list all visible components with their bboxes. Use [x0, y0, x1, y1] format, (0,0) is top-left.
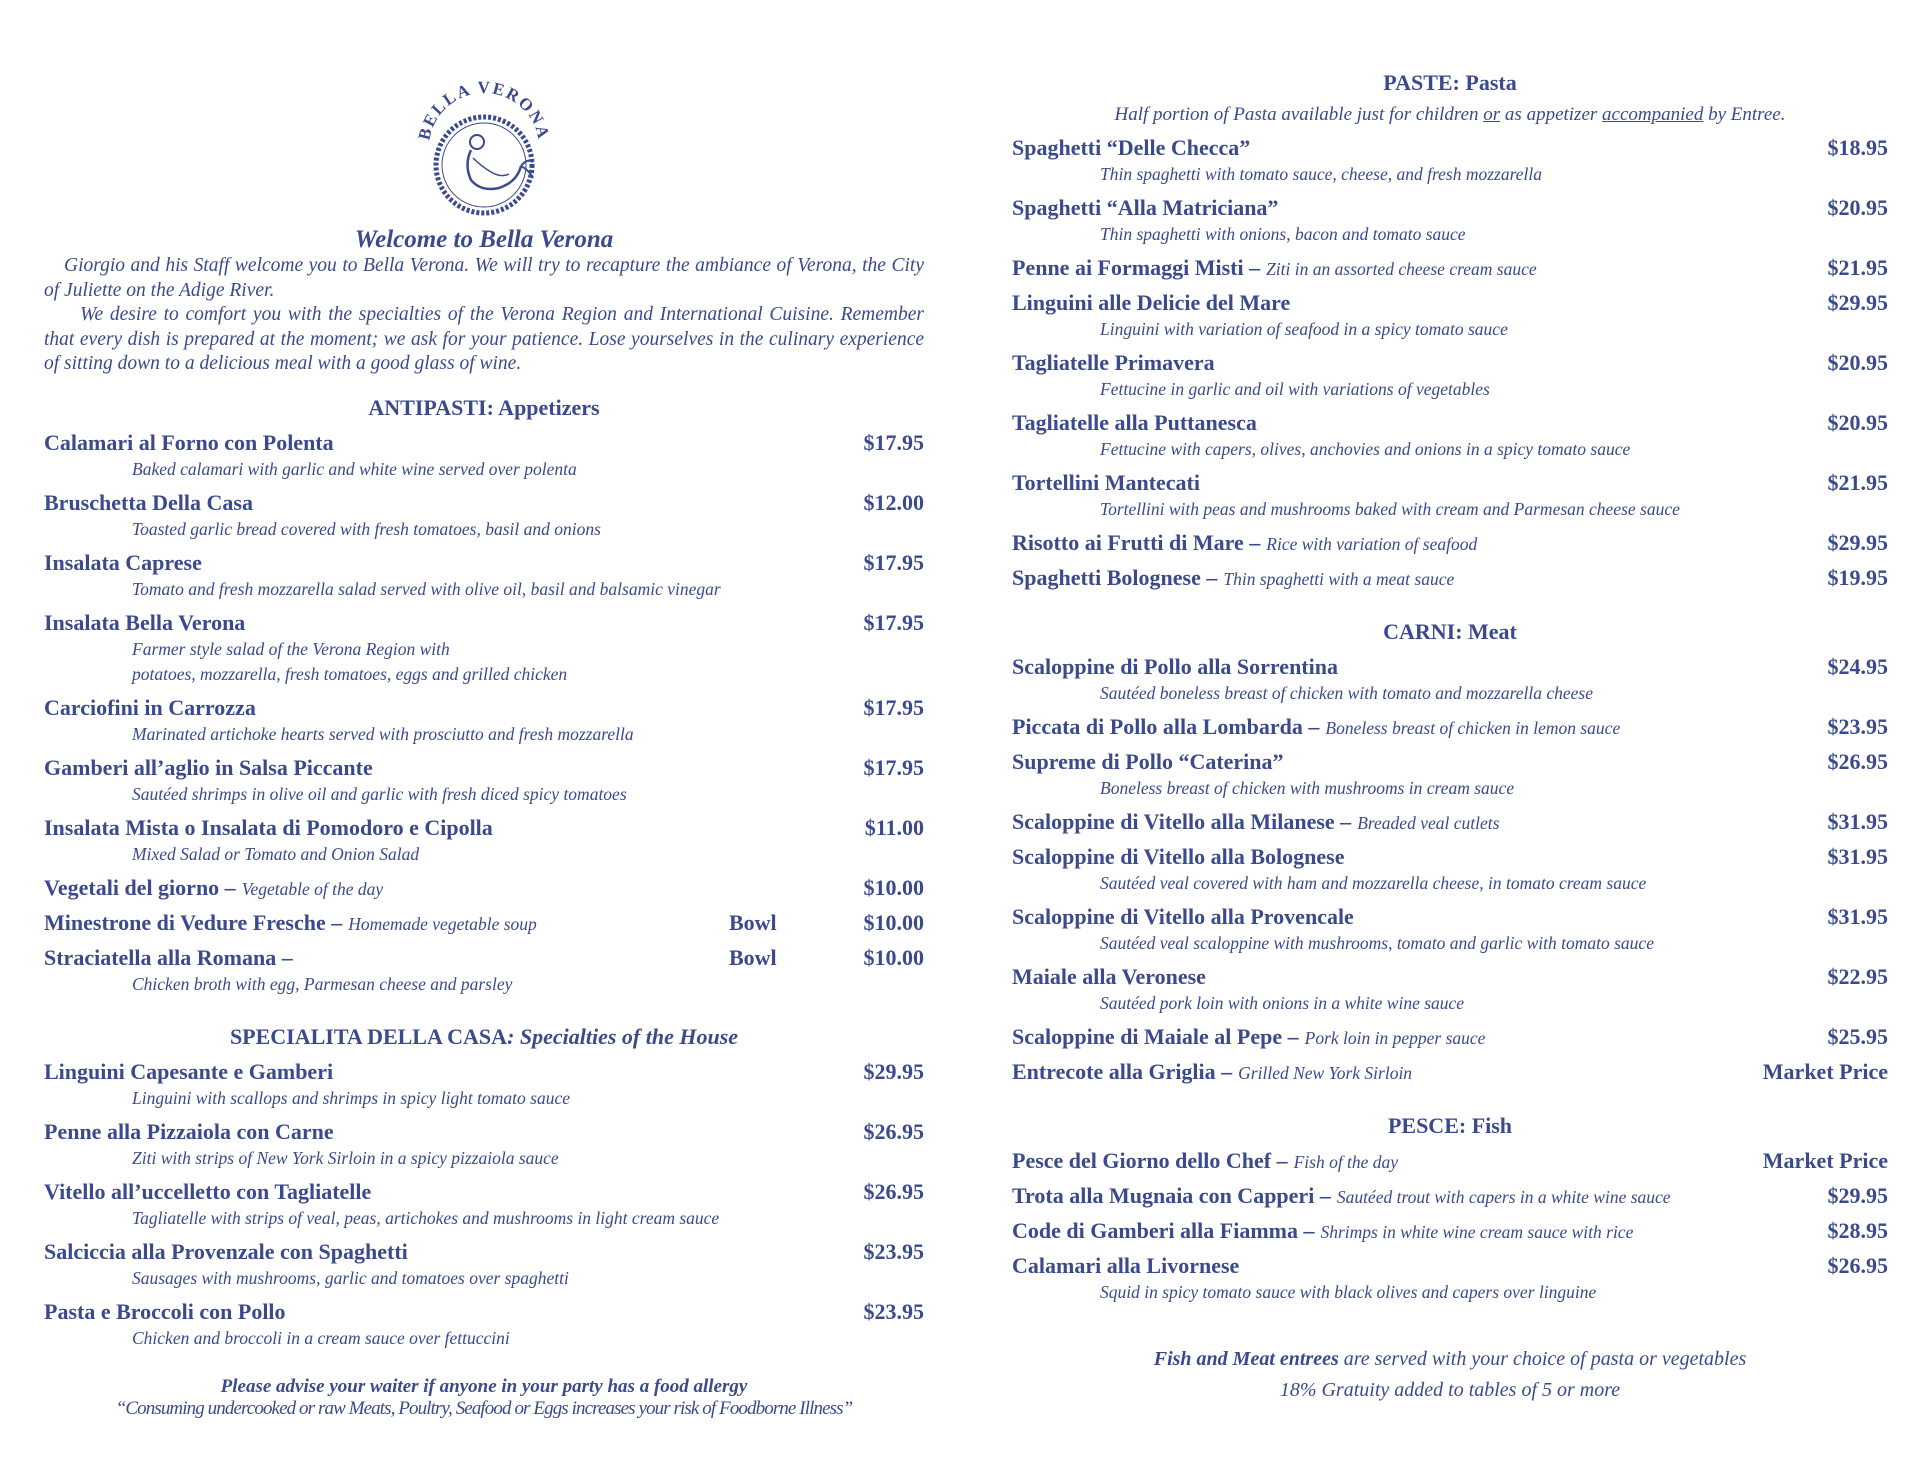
dish-description: Tortellini with peas and mushrooms baked with cream and Parmesan cheese sauce — [1100, 499, 1680, 519]
dish-description: Marinated artichoke hearts served with prosciutto and fresh mozzarella — [132, 723, 634, 744]
menu-item — [44, 1239, 924, 1265]
dish-description: Sausages with mushrooms, garlic and tomatoes over spaghetti — [132, 1267, 569, 1288]
menu-item — [1012, 1024, 1888, 1050]
dish-price: $20.95 — [1827, 350, 1888, 375]
dish-name: Gamberi all’aglio in Salsa Piccante — [44, 754, 373, 780]
foodborne-warning: “Consuming undercooked or raw Meats, Poultry, Seafood or Eggs increases your risk of Foodborne Illness” — [115, 1397, 853, 1419]
menu-item — [44, 695, 924, 721]
menu-item — [1012, 290, 1888, 316]
note-part-a: Half portion of Pasta available just for children — [1114, 104, 1484, 125]
dish-description: Thin spaghetti with onions, bacon and tomato sauce — [1100, 224, 1466, 244]
dish-name: Straciatella alla Romana – — [44, 944, 293, 970]
dish-price: Market Price — [1762, 1059, 1888, 1084]
dish-price: $25.95 — [1827, 1024, 1888, 1049]
specialita-title-sub: : Specialties of the House — [507, 1023, 739, 1049]
paste-list — [1012, 135, 1888, 591]
menu-item — [1012, 714, 1888, 740]
menu-item — [1012, 1148, 1888, 1174]
dish-price: $23.95 — [1827, 714, 1888, 739]
welcome-paragraph-1: Giorgio and his Staff welcome you to Bella Verona. We will try to recapture the ambiance of Verona, the City of Juliette on the Adige River. — [44, 255, 924, 301]
dish-price: $29.95 — [1827, 530, 1888, 555]
allergy-notice — [44, 1376, 924, 1420]
dish-price: $21.95 — [1827, 255, 1888, 280]
dish-price: $29.95 — [1827, 290, 1888, 315]
dish-description: Linguini with variation of seafood in a spicy tomato sauce — [1100, 319, 1508, 339]
dish-description: Ziti with strips of New York Sirloin in a spicy pizzaiola sauce — [132, 1147, 559, 1168]
note-accompanied: accompanied — [1602, 104, 1704, 125]
antipasti-list — [44, 430, 924, 996]
dish-name: Code di Gamberi alla Fiamma – — [1012, 1218, 1315, 1243]
dish-inline-description: Fish of the day — [1293, 1152, 1399, 1172]
dish-name: Spaghetti “Alla Matriciana” — [1012, 195, 1279, 220]
dish-name: Piccata di Pollo alla Lombarda – — [1012, 714, 1320, 739]
dish-price: $23.95 — [863, 1238, 924, 1264]
menu-item — [1012, 470, 1888, 496]
dish-price: $17.95 — [863, 429, 924, 455]
dish-name: Pasta e Broccoli con Pollo — [44, 1298, 286, 1324]
dish-description: Thin spaghetti with tomato sauce, cheese, and fresh mozzarella — [1100, 164, 1543, 184]
dish-name: Carciofini in Carrozza — [44, 694, 256, 720]
menu-item — [44, 755, 924, 781]
section-title-pesce: PESCE: Fish — [1387, 1113, 1513, 1138]
dish-description-continued: potatoes, mozzarella, fresh tomatoes, eggs and grilled chicken — [132, 663, 568, 684]
dish-inline-description: Grilled New York Sirloin — [1238, 1063, 1413, 1083]
dish-name: Calamari alla Livornese — [1012, 1253, 1240, 1278]
dish-description: Fettucine with capers, olives, anchovies and onions in a spicy tomato sauce — [1100, 439, 1631, 459]
dish-name: Scaloppine di Vitello alla Provencale — [1012, 904, 1354, 929]
dish-inline-description: Vegetable of the day — [241, 878, 384, 899]
menu-item — [1012, 654, 1888, 680]
dish-price: $26.95 — [1827, 1253, 1888, 1278]
dish-description: Linguini with scallops and shrimps in spicy light tomato sauce — [132, 1087, 570, 1108]
half-portion-note — [1012, 104, 1888, 126]
dish-name: Maiale alla Veronese — [1012, 964, 1206, 989]
menu-item — [1012, 255, 1888, 281]
carni-list — [1012, 654, 1888, 1085]
dish-name: Bruschetta Della Casa — [44, 489, 253, 515]
entree-note — [1012, 1344, 1888, 1375]
dish-name: Calamari al Forno con Polenta — [44, 429, 334, 455]
dish-name: Spaghetti Bolognese – — [1012, 565, 1218, 590]
dish-name: Penne alla Pizzaiola con Carne — [44, 1118, 334, 1144]
dish-price: $20.95 — [1827, 195, 1888, 220]
dish-inline-description: Homemade vegetable soup — [348, 913, 537, 934]
menu-item — [44, 430, 924, 456]
dish-name: Spaghetti “Delle Checca” — [1012, 135, 1251, 160]
dish-price: $31.95 — [1827, 844, 1888, 869]
dish-price: $26.95 — [1827, 749, 1888, 774]
dish-price: $31.95 — [1827, 809, 1888, 834]
dish-description: Chicken broth with egg, Parmesan cheese and parsley — [132, 973, 513, 994]
dish-price: $29.95 — [863, 1058, 924, 1084]
dish-price: $10.00 — [863, 909, 924, 935]
dish-price: $10.00 — [863, 874, 924, 900]
dish-description: Squid in spicy tomato sauce with black olives and capers over linguine — [1100, 1282, 1597, 1302]
menu-item — [44, 610, 924, 636]
specialita-list — [44, 1059, 924, 1350]
menu-item — [1012, 195, 1888, 221]
dish-name: Supreme di Pollo “Caterina” — [1012, 749, 1284, 774]
dish-price: $10.00 — [863, 944, 924, 970]
dish-description: Sautéed boneless breast of chicken with tomato and mozzarella cheese — [1100, 683, 1593, 703]
dish-price: $17.95 — [863, 754, 924, 780]
dish-description: Sautéed shrimps in olive oil and garlic with fresh diced spicy tomatoes — [132, 783, 627, 804]
dish-price: $26.95 — [863, 1178, 924, 1204]
dish-name: Scaloppine di Maiale al Pepe – — [1012, 1024, 1299, 1049]
dish-description: Toasted garlic bread covered with fresh tomatoes, basil and onions — [132, 518, 601, 539]
dish-description: Farmer style salad of the Verona Region with — [132, 638, 450, 659]
dish-price: $12.00 — [863, 489, 924, 515]
specialita-title-main: SPECIALITA DELLA CASA — [229, 1023, 508, 1049]
dish-name: Scaloppine di Pollo alla Sorrentina — [1012, 654, 1338, 679]
note-or: or — [1483, 104, 1501, 125]
menu-item — [44, 910, 924, 936]
dish-inline-description: Rice with variation of seafood — [1266, 534, 1478, 554]
menu-item — [44, 945, 924, 971]
dish-name: Insalata Caprese — [44, 549, 202, 575]
dish-price: $29.95 — [1827, 1183, 1888, 1208]
dish-name: Tortellini Mantecati — [1012, 470, 1200, 495]
menu-item — [44, 815, 924, 841]
allergy-line: Please advise your waiter if anyone in your party has a food allergy — [220, 1375, 748, 1397]
menu-item — [44, 875, 924, 901]
entree-note-bold: Fish and Meat entrees — [1153, 1348, 1339, 1370]
menu-item — [1012, 749, 1888, 775]
dish-name: Minestrone di Vedure Fresche – — [44, 909, 343, 935]
menu-item — [1012, 1253, 1888, 1279]
right-column — [1012, 70, 1888, 1406]
dish-description: Chicken and broccoli in a cream sauce over fettuccini — [132, 1327, 510, 1348]
menu-item — [1012, 904, 1888, 930]
dish-description: Sautéed veal scaloppine with mushrooms, tomato and garlic with tomato sauce — [1100, 933, 1654, 953]
dish-name: Linguini Capesante e Gamberi — [44, 1058, 334, 1084]
bella-verona-logo — [409, 70, 559, 220]
dish-name: Vegetali del giorno – — [44, 874, 236, 900]
menu-item — [44, 1299, 924, 1325]
dish-description: Tomato and fresh mozzarella salad served with olive oil, basil and balsamic vinegar — [132, 578, 721, 599]
dish-name: Linguini alle Delicie del Mare — [1012, 290, 1291, 315]
dish-price: $17.95 — [863, 549, 924, 575]
welcome-paragraph-2: We desire to comfort you with the specialties of the Verona Region and International Cuisine. Remember that every dish is prepared at the moment; we ask for your patience. Lose yourselves in the culinary experience of sitting down to a delicious meal with a good glass of wine. — [44, 304, 924, 374]
dish-price: $26.95 — [863, 1118, 924, 1144]
left-column — [44, 70, 924, 1420]
welcome-title: Welcome to Bella Verona — [354, 226, 614, 253]
dish-description: Mixed Salad or Tomato and Onion Salad — [132, 843, 420, 864]
section-title-antipasti: ANTIPASTI: Appetizers — [368, 394, 600, 420]
dish-inline-description: Ziti in an assorted cheese cream sauce — [1266, 259, 1537, 279]
dish-name: Vitello all’uccelletto con Tagliatelle — [44, 1178, 372, 1204]
dish-inline-description: Breaded veal cutlets — [1357, 813, 1500, 833]
dish-name: Trota alla Mugnaia con Capperi – — [1012, 1183, 1331, 1208]
menu-item — [1012, 844, 1888, 870]
dish-price: $24.95 — [1827, 654, 1888, 679]
dish-name: Tagliatelle alla Puttanesca — [1012, 410, 1257, 435]
note-part-b: as appetizer — [1500, 104, 1603, 125]
dish-name: Tagliatelle Primavera — [1012, 350, 1215, 375]
note-part-c: by Entree. — [1703, 104, 1786, 125]
menu-item — [44, 550, 924, 576]
serving-size: Bowl — [729, 909, 777, 935]
dish-inline-description: Thin spaghetti with a meat sauce — [1223, 569, 1455, 589]
dish-description: Sautéed veal covered with ham and mozzarella cheese, in tomato cream sauce — [1100, 873, 1647, 893]
dish-price: $28.95 — [1827, 1218, 1888, 1243]
dish-price: $31.95 — [1827, 904, 1888, 929]
menu-item — [44, 490, 924, 516]
menu-item — [1012, 530, 1888, 556]
dish-name: Insalata Bella Verona — [44, 609, 246, 635]
menu-item — [1012, 1183, 1888, 1209]
dish-description: Tagliatelle with strips of veal, peas, artichokes and mushrooms in light cream sauce — [132, 1207, 720, 1228]
pesce-list — [1012, 1148, 1888, 1304]
section-title-paste: PASTE: Pasta — [1383, 70, 1517, 95]
dish-price: $21.95 — [1827, 470, 1888, 495]
dish-name: Scaloppine di Vitello alla Bolognese — [1012, 844, 1345, 869]
svg-text:BELLA VERONA: BELLA VERONA — [414, 77, 554, 142]
menu-item — [1012, 809, 1888, 835]
dish-price: $20.95 — [1827, 410, 1888, 435]
menu-item — [1012, 1218, 1888, 1244]
dish-price: $18.95 — [1827, 135, 1888, 160]
dish-name: Penne ai Formaggi Misti – — [1012, 255, 1261, 280]
dish-name: Pesce del Giorno dello Chef – — [1012, 1148, 1288, 1173]
menu-item — [1012, 964, 1888, 990]
dish-description: Fettucine in garlic and oil with variations of vegetables — [1100, 379, 1490, 399]
dish-name: Salciccia alla Provenzale con Spaghetti — [44, 1238, 408, 1264]
section-title-carni: CARNI: Meat — [1383, 619, 1517, 644]
menu-item — [1012, 1059, 1888, 1085]
footer-notes — [1012, 1344, 1888, 1406]
dish-name: Risotto ai Frutti di Mare – — [1012, 530, 1261, 555]
dish-inline-description: Shrimps in white wine cream sauce with rice — [1320, 1222, 1634, 1242]
dish-description: Boneless breast of chicken with mushrooms in cream sauce — [1100, 778, 1515, 798]
dish-name: Entrecote alla Griglia – — [1012, 1059, 1233, 1084]
dish-description: Baked calamari with garlic and white wine served over polenta — [132, 458, 577, 479]
menu-item — [1012, 565, 1888, 591]
dish-price: $17.95 — [863, 694, 924, 720]
dish-price: $23.95 — [863, 1298, 924, 1324]
section-title-specialita — [44, 1024, 924, 1050]
menu-item — [44, 1059, 924, 1085]
dish-price: $19.95 — [1827, 565, 1888, 590]
menu-item — [1012, 135, 1888, 161]
menu-item — [1012, 410, 1888, 436]
dish-name: Insalata Mista o Insalata di Pomodoro e Cipolla — [44, 814, 493, 840]
dish-inline-description: Pork loin in pepper sauce — [1304, 1028, 1486, 1048]
dish-price: $11.00 — [864, 814, 924, 840]
dish-description: Sautéed pork loin with onions in a white wine sauce — [1100, 993, 1465, 1013]
menu-item — [44, 1179, 924, 1205]
dish-price: Market Price — [1762, 1148, 1888, 1173]
dish-price: $17.95 — [863, 609, 924, 635]
serving-size: Bowl — [729, 944, 777, 970]
dish-price: $22.95 — [1827, 964, 1888, 989]
menu-item — [1012, 350, 1888, 376]
gratuity-note: 18% Gratuity added to tables of 5 or more — [1279, 1379, 1621, 1401]
dish-inline-description: Boneless breast of chicken in lemon sauce — [1325, 718, 1621, 738]
menu-item — [44, 1119, 924, 1145]
entree-note-rest: are served with your choice of pasta or vegetables — [1338, 1348, 1747, 1370]
dish-name: Scaloppine di Vitello alla Milanese – — [1012, 809, 1352, 834]
dish-inline-description: Sautéed trout with capers in a white wine sauce — [1336, 1187, 1671, 1207]
